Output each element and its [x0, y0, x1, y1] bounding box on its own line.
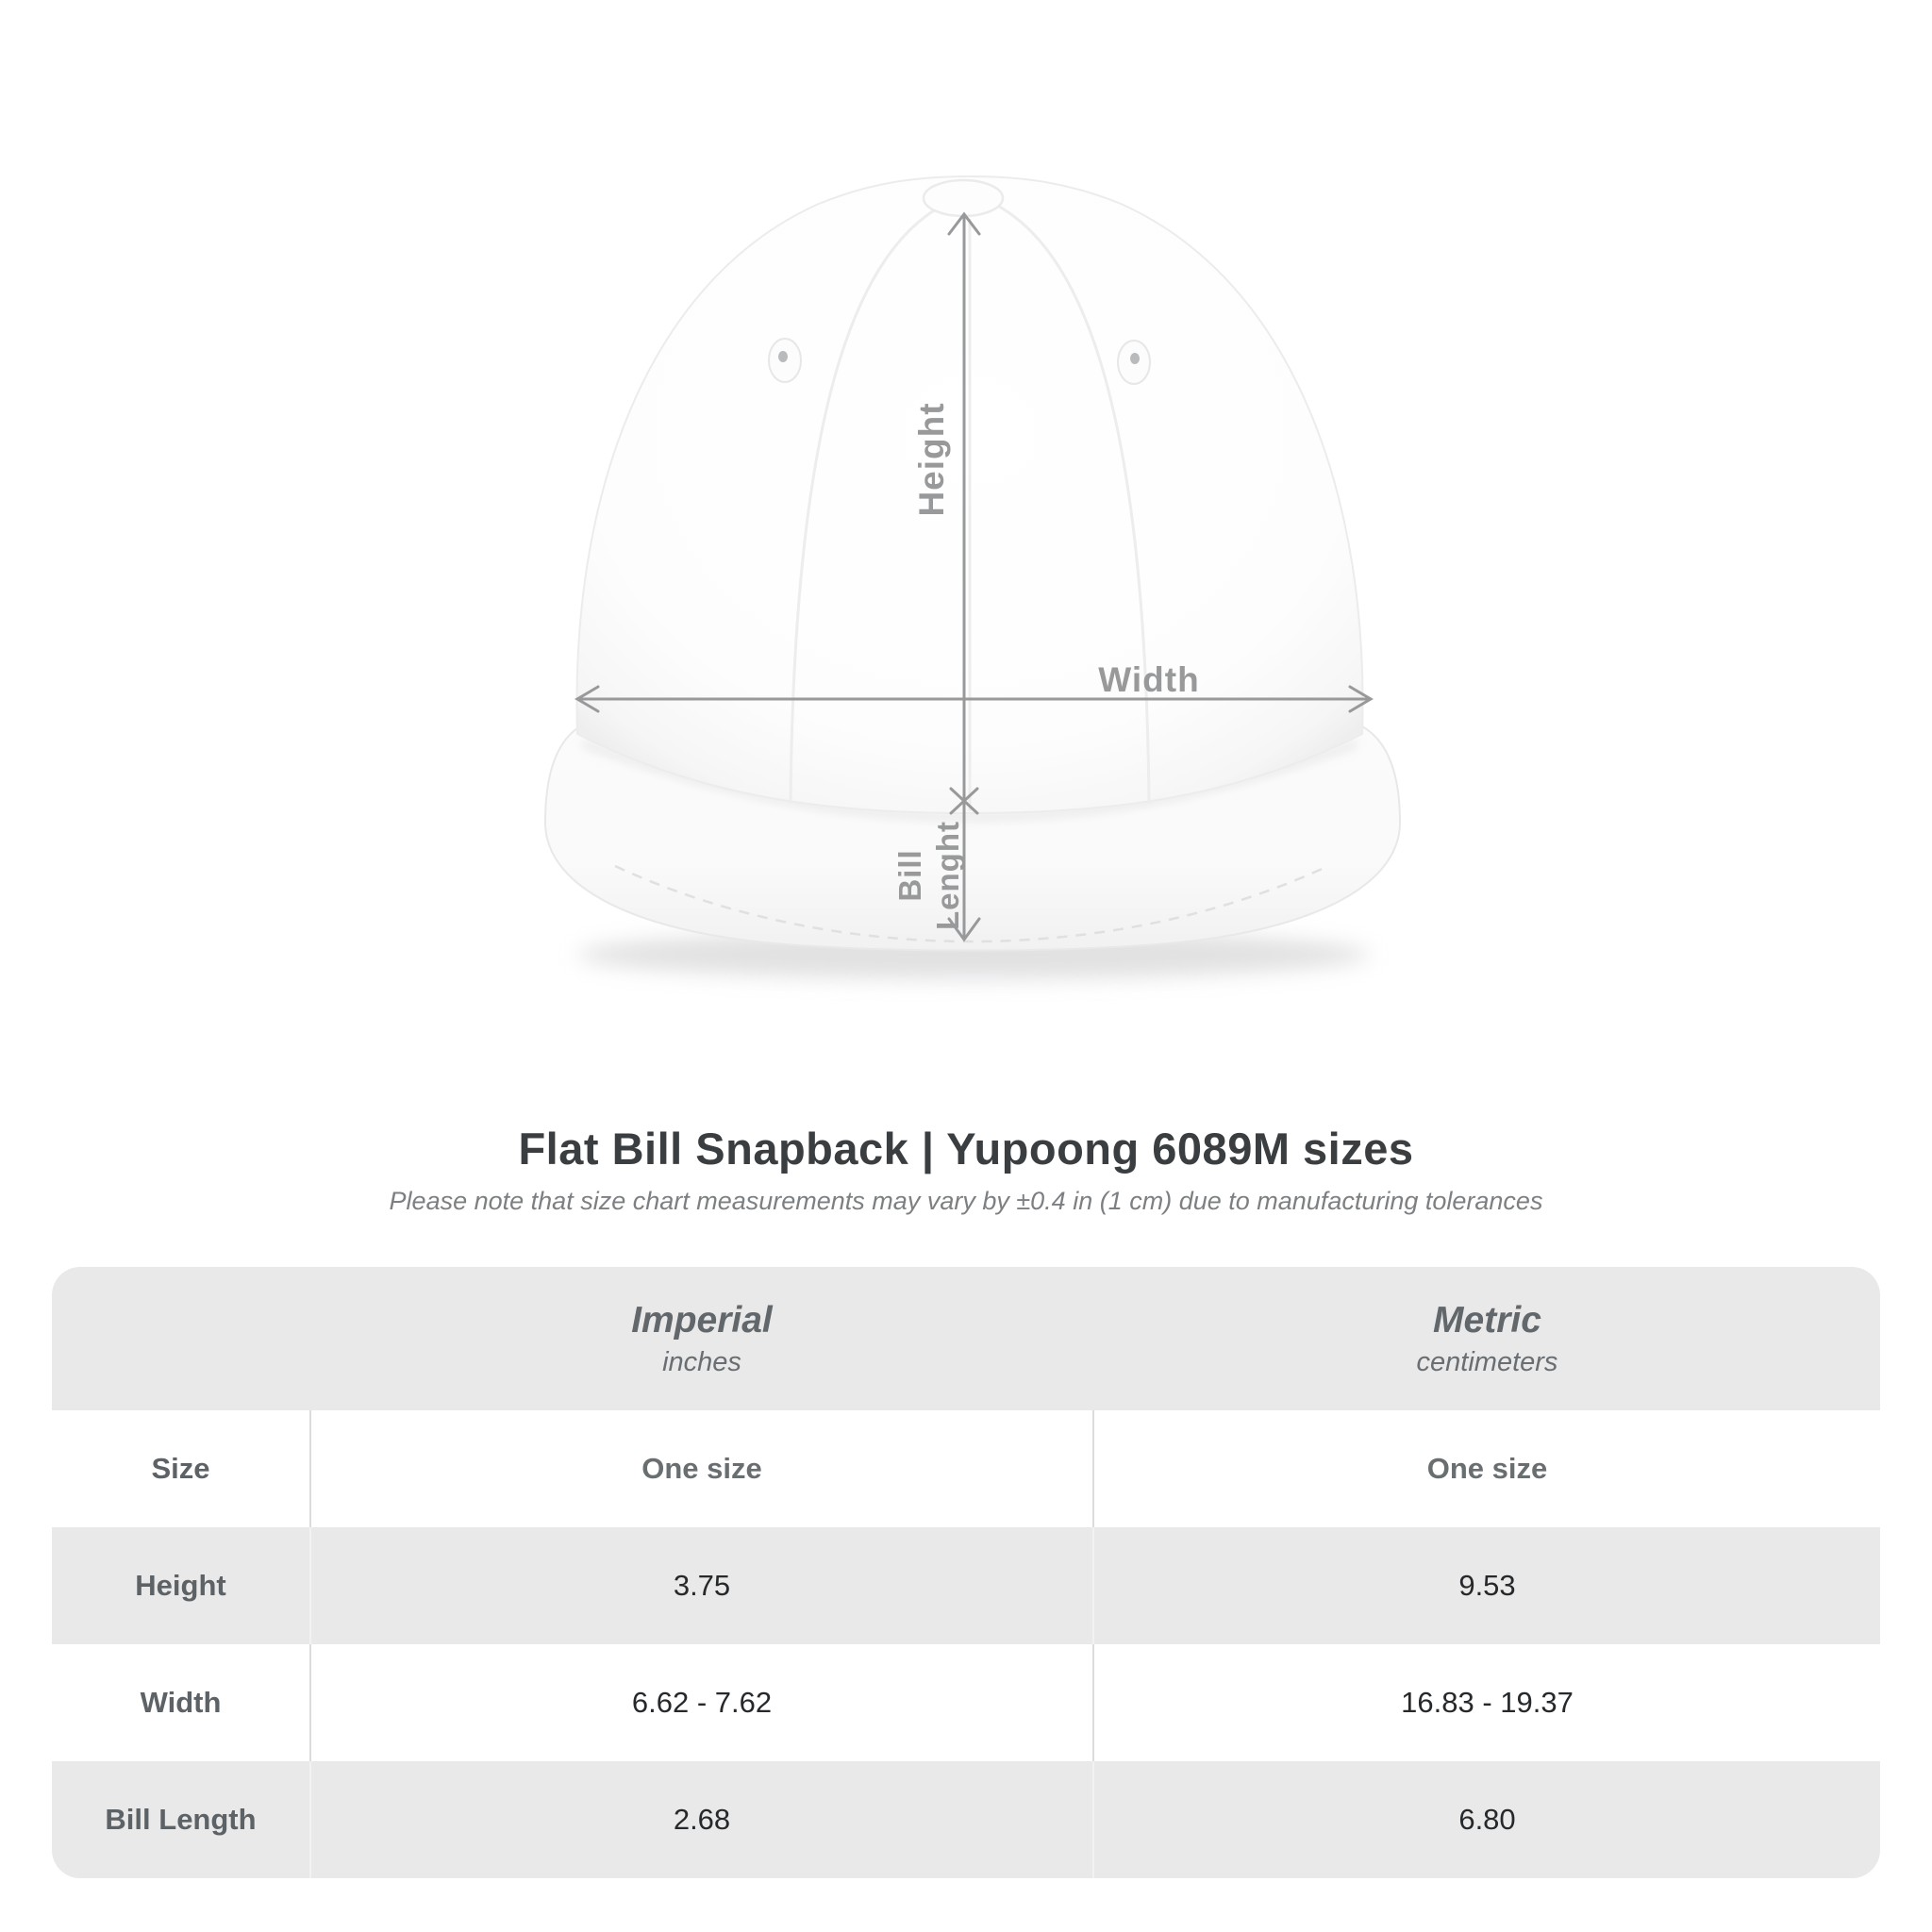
metric-value: 16.83 - 19.37	[1401, 1686, 1574, 1719]
table-row-size	[52, 1410, 1880, 1527]
hat-button	[924, 180, 1003, 216]
metric-unit: centimeters	[1416, 1346, 1558, 1377]
header-spacer-cell	[52, 1267, 309, 1410]
table-row-width	[52, 1644, 1880, 1761]
bill-length-label-line2: Lenght	[930, 821, 965, 930]
row-label: Bill Length	[105, 1803, 257, 1836]
imperial-header-cell	[309, 1267, 1094, 1410]
bill-length-label-line1: Bill	[892, 849, 927, 902]
table-row-bill-length	[52, 1761, 1880, 1878]
imperial-header: Imperial	[631, 1299, 773, 1341]
row-label: Height	[135, 1569, 226, 1602]
hat-eyelet-left	[769, 339, 801, 382]
height-dimension-label: Height	[912, 402, 951, 517]
imperial-unit: inches	[662, 1346, 741, 1377]
imperial-value: 3.75	[673, 1569, 731, 1602]
row-label: Size	[151, 1452, 210, 1485]
metric-header: Metric	[1433, 1299, 1541, 1341]
imperial-value: 2.68	[673, 1803, 731, 1836]
width-dimension-label: Width	[1098, 660, 1200, 699]
metric-value: One size	[1426, 1452, 1548, 1485]
imperial-value: One size	[641, 1452, 762, 1485]
page-subtitle: Please note that size chart measurements may vary by ±0.4 in (1 cm) due to manufacturing tolerances	[389, 1187, 1543, 1215]
size-table	[52, 1267, 1880, 1878]
metric-header-cell	[1094, 1267, 1880, 1410]
metric-value: 9.53	[1458, 1569, 1516, 1602]
page-title: Flat Bill Snapback | Yupoong 6089M sizes	[518, 1124, 1414, 1174]
imperial-value: 6.62 - 7.62	[631, 1686, 773, 1719]
table-row-height	[52, 1527, 1880, 1644]
metric-value: 6.80	[1458, 1803, 1516, 1836]
title-block	[0, 1123, 1932, 1216]
row-label: Width	[140, 1686, 222, 1719]
hat-eyelet-right	[1118, 341, 1150, 384]
size-table-header	[52, 1267, 1880, 1410]
